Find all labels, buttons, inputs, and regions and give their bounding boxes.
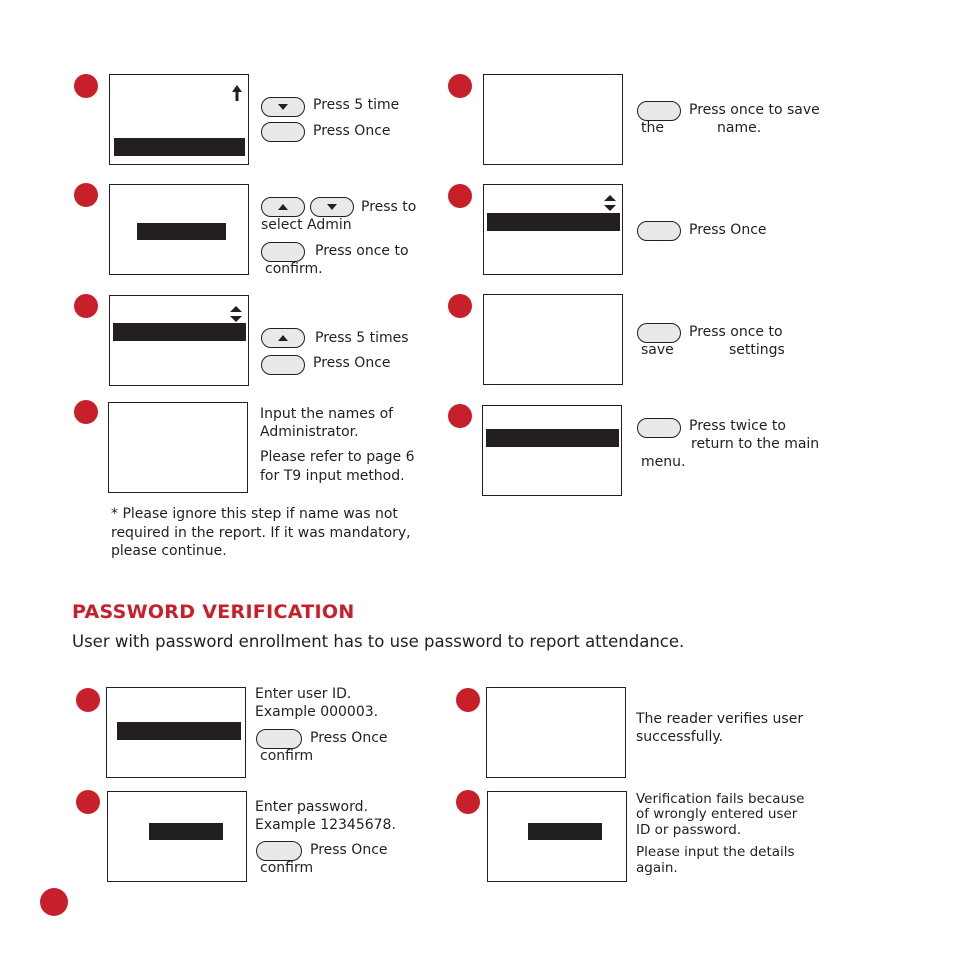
up-button[interactable] [261, 197, 305, 217]
verify-4-text-5: again. [636, 860, 678, 876]
ok-button[interactable] [637, 323, 681, 343]
step-7-text-2b: settings [729, 342, 785, 358]
lcd-highlight-bar [528, 823, 602, 840]
verify-step-marker-1 [76, 688, 100, 712]
lcd-screen-verify-2 [107, 791, 247, 882]
step-1-text-2: Press Once [313, 123, 391, 139]
lcd-screen-2 [109, 184, 249, 275]
step-1-text-1: Press 5 time [313, 97, 400, 113]
note-line-2: required in the report. If it was mandatory, [111, 525, 411, 541]
down-triangle-icon [326, 203, 338, 211]
ok-button[interactable] [637, 418, 681, 438]
step-6-text-1: Press Once [689, 222, 767, 238]
lcd-highlight-bar [486, 429, 619, 447]
step-5-text-2b: name. [717, 120, 762, 136]
down-triangle-icon [277, 103, 289, 111]
step-marker-7 [448, 294, 472, 318]
lcd-screen-5 [483, 74, 623, 165]
step-8-text-2: return to the main [691, 436, 820, 452]
note-line-1: * Please ignore this step if name was not [111, 506, 398, 522]
lcd-screen-8 [482, 405, 622, 496]
note-line-3: please continue. [111, 543, 227, 559]
step-marker-8 [448, 404, 472, 428]
verify-3-text-2: successfully. [636, 729, 724, 745]
step-5-text-1: Press once to save [689, 102, 820, 118]
verify-4-text-3: ID or password. [636, 822, 742, 838]
lcd-screen-7 [483, 294, 623, 385]
verify-2-text-3: Press Once [310, 842, 388, 858]
up-triangle-icon [277, 334, 289, 342]
step-4-text-3: Please refer to page 6 [260, 449, 415, 465]
lcd-screen-3 [109, 295, 249, 386]
verify-4-text-1: Verification fails because [636, 791, 805, 807]
step-2-text-4: confirm. [265, 261, 323, 277]
lcd-screen-6 [483, 184, 623, 275]
verify-4-text-4: Please input the details [636, 844, 795, 860]
step-marker-6 [448, 184, 472, 208]
arrow-updown-icon [229, 305, 243, 323]
step-4-text-1: Input the names of [260, 406, 394, 422]
ok-button[interactable] [637, 101, 681, 121]
verify-3-text-1: The reader verifies user [636, 711, 804, 727]
lcd-highlight-bar [117, 722, 241, 740]
lcd-highlight-bar [114, 138, 245, 156]
ok-button[interactable] [256, 841, 302, 861]
arrow-updown-icon [603, 194, 617, 212]
verify-2-text-4: confirm [260, 860, 314, 876]
verify-step-marker-4 [456, 790, 480, 814]
step-marker-2 [74, 183, 98, 207]
step-8-text-3: menu. [641, 454, 686, 470]
lcd-screen-4 [108, 402, 248, 493]
step-5-text-2a: the [641, 120, 664, 136]
step-7-text-2a: save [641, 342, 674, 358]
ok-button[interactable] [261, 122, 305, 142]
step-4-text-2: Administrator. [260, 424, 359, 440]
ok-button[interactable] [261, 355, 305, 375]
lcd-highlight-bar [137, 223, 226, 240]
up-triangle-icon [277, 203, 289, 211]
verify-1-text-2: Example 000003. [255, 704, 379, 720]
lcd-screen-verify-4 [487, 791, 627, 882]
lcd-highlight-bar [113, 323, 246, 341]
verify-step-marker-3 [456, 688, 480, 712]
step-marker-4 [74, 400, 98, 424]
lcd-highlight-bar [149, 823, 223, 840]
step-8-text-1: Press twice to [689, 418, 786, 434]
up-button[interactable] [261, 328, 305, 348]
ok-button[interactable] [256, 729, 302, 749]
step-3-text-2: Press Once [313, 355, 391, 371]
down-button[interactable] [310, 197, 354, 217]
ok-button[interactable] [637, 221, 681, 241]
lcd-screen-1 [109, 74, 249, 165]
verify-4-text-2: of wrongly entered user [636, 806, 798, 822]
lcd-highlight-bar [487, 213, 620, 231]
ok-button[interactable] [261, 242, 305, 262]
verify-step-marker-2 [76, 790, 100, 814]
section-intro: User with password enrollment has to use password to report attendance. [72, 632, 685, 651]
lcd-screen-verify-1 [106, 687, 246, 778]
verify-2-text-2: Example 12345678. [255, 817, 396, 833]
step-7-text-1: Press once to [689, 324, 783, 340]
verify-1-text-4: confirm [260, 748, 314, 764]
verify-1-text-3: Press Once [310, 730, 388, 746]
step-2-text-1: Press to [361, 199, 417, 215]
verify-1-text-1: Enter user ID. [255, 686, 352, 702]
step-3-text-1: Press 5 times [315, 330, 409, 346]
step-2-text-2: select Admin [261, 217, 352, 233]
arrow-up-icon [231, 84, 243, 102]
verify-2-text-1: Enter password. [255, 799, 368, 815]
down-button[interactable] [261, 97, 305, 117]
section-heading: PASSWORD VERIFICATION [72, 601, 355, 623]
step-4-text-4: for T9 input method. [260, 468, 405, 484]
step-marker-3 [74, 294, 98, 318]
page-corner-marker [40, 888, 68, 916]
lcd-screen-verify-3 [486, 687, 626, 778]
step-marker-5 [448, 74, 472, 98]
step-marker-1 [74, 74, 98, 98]
step-2-text-3: Press once to [315, 243, 409, 259]
